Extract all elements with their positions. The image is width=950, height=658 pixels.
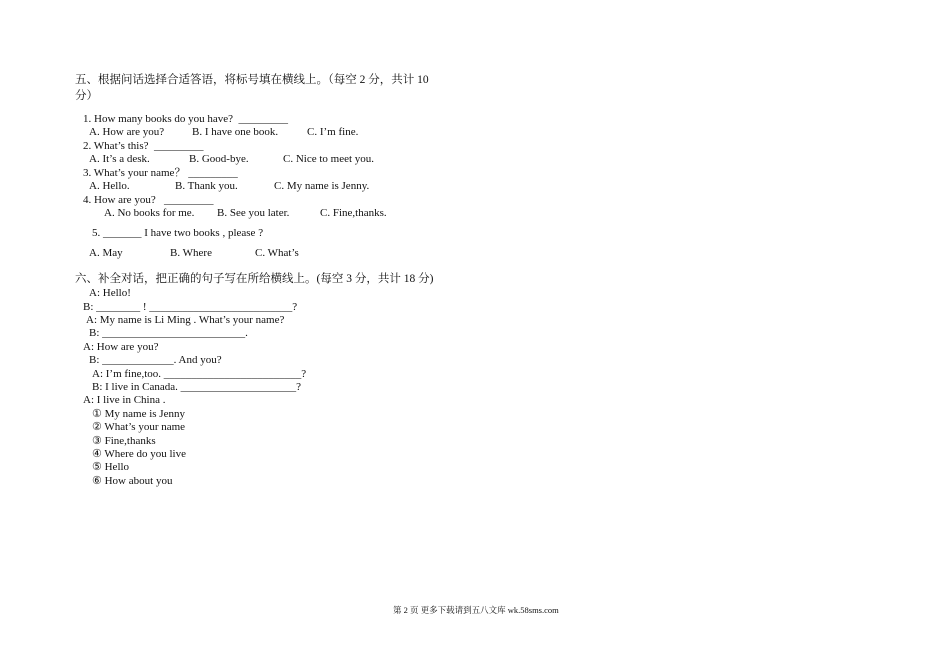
question-3: 3. What’s your name？ _________ [83,167,238,179]
answer-option: ⑤ Hello [92,461,130,473]
dialog-line: A: My name is Li Ming . What’s your name? [86,314,285,326]
question-5-option-b: B. Where [170,247,212,259]
question-2-option-a: A. It’s a desk. [89,153,150,165]
question-2-option-c: C. Nice to meet you. [283,153,375,165]
question-3-option-c: C. My name is Jenny. [274,180,370,192]
dialog-line: A: Hello! [89,287,131,299]
question-4: 4. How are you? _________ [83,194,214,206]
answer-option: ① My name is Jenny [92,408,185,420]
answer-option: ④ Where do you live [92,448,186,460]
question-1-option-c: C. I’m fine. [307,126,359,138]
question-5-option-a: A. May [89,247,123,259]
question-5: 5. _______ I have two books , please ? [92,227,264,239]
answer-option: ⑥ How about you [92,475,173,487]
question-2-option-b: B. Good-bye. [189,153,249,165]
question-1-option-a: A. How are you? [89,126,165,138]
question-3-option-a: A. Hello. [89,180,130,192]
dialog-line: B: ________ ! __________________________? [83,301,298,313]
dialog-line: A: I live in China . [83,394,166,406]
dialog-line: A: How are you? [83,341,159,353]
section6-heading: 六、补全对话，把正确的句子写在所给横线上。(每空 3 分，共计 18 分) [75,273,434,285]
dialog-line: A: I’m fine,too. _________________________? [92,368,307,380]
question-4-option-b: B. See you later. [217,207,290,219]
answer-option: ② What’s your name [92,421,186,433]
question-5-option-c: C. What’s [255,247,299,259]
section5-heading-line2: 分） [75,90,98,102]
dialog-line: B: _____________. And you? [89,354,222,366]
question-3-option-b: B. Thank you. [175,180,238,192]
question-4-option-a: A. No books for me. [104,207,195,219]
question-1: 1. How many books do you have? _________ [83,113,289,125]
dialog-line: B: __________________________. [89,327,248,339]
section5-heading-line1: 五、根据问话选择合适答语，将标号填在横线上。（每空 2 分，共计 10 [75,74,429,86]
page-footer: 第 2 页 更多下载请到五八文库 wk.58sms.com [393,605,559,615]
question-2: 2. What’s this? _________ [83,140,204,152]
question-4-option-c: C. Fine,thanks. [320,207,387,219]
answer-option: ③ Fine,thanks [92,435,156,447]
dialog-line: B: I live in Canada. _____________________? [92,381,301,393]
question-1-option-b: B. I have one book. [192,126,279,138]
